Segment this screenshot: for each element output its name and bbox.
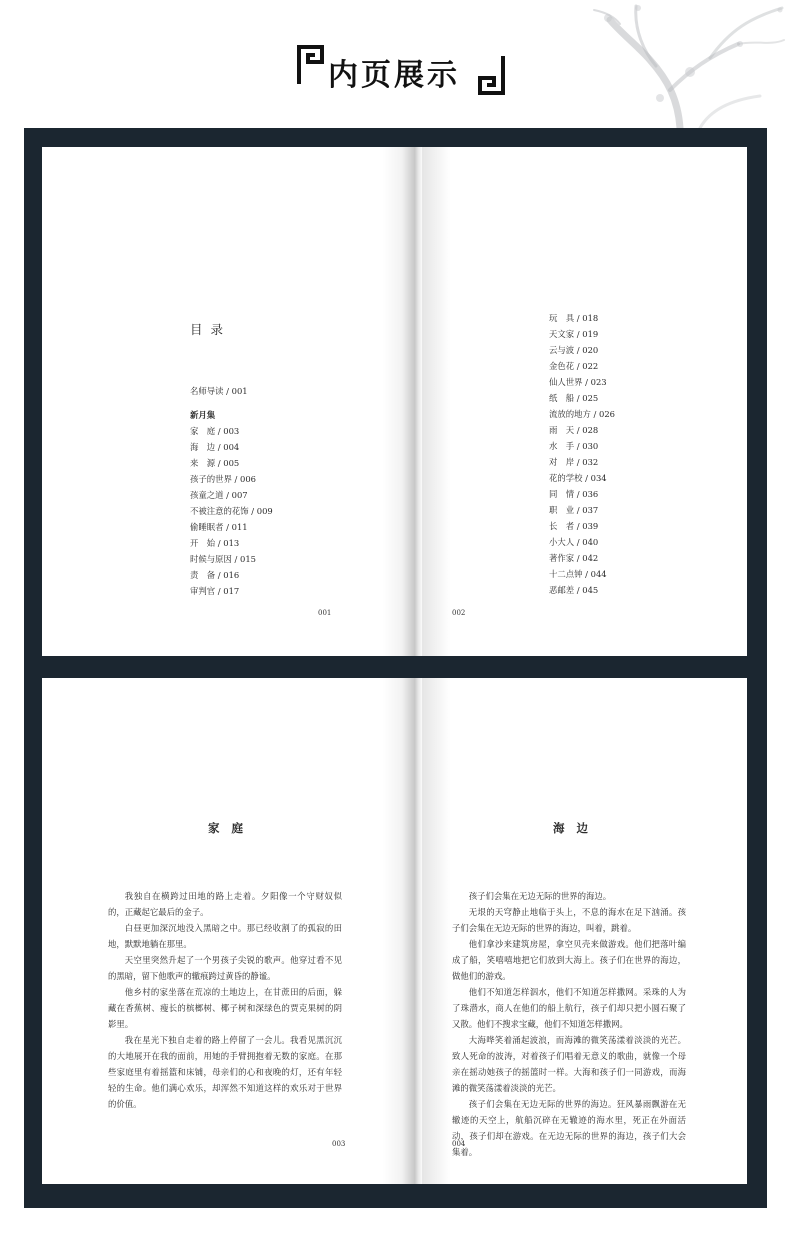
- toc-spread: [42, 147, 747, 656]
- poem-paragraph: 孩子们会集在无边无际的世界的海边。: [468, 891, 612, 901]
- toc-item: 云与波 / 020: [549, 345, 599, 355]
- poem-paragraph: 大海哗笑着涌起波浪，而海滩的微笑荡漾着淡淡的光芒。致人死命的波涛，对着孩子们唱着无意义的歌曲，就像一个母亲在摇动她孩子的摇篮时一样。大海和孩子们一同游戏，而海滩的微笑荡漾着淡淡的光芒。: [452, 1035, 686, 1093]
- toc-right-list: [549, 310, 615, 598]
- toc-item: 流放的地方 / 026: [549, 409, 616, 419]
- page-header: [0, 0, 790, 128]
- poem-paragraph: 我在星光下独自走着的路上停留了一会儿。我看见黑沉沉的大地展开在我的面前，用她的手臂拥抱着无数的家庭。在那些家庭里有着摇篮和床铺，母亲们的心和夜晚的灯，还有年轻轻的生命。他们满心欢乐，却浑然不知道这样的欢乐对于世界的价值。: [108, 1035, 342, 1109]
- toc-item: 孩子的世界 / 006: [190, 474, 257, 484]
- toc-item: 名师导读 / 001: [190, 386, 248, 396]
- poem-paragraph: 孩子们会集在无边无际的世界的海边。狂风暴雨飘游在无辙迹的天空上，航船沉碎在无辙迹的海水里，死正在外面活动，孩子们却在游戏。在无边无际的世界的海边，孩子们大会集着。: [452, 1099, 686, 1157]
- corner-ornament-left: [296, 44, 326, 84]
- poem-title: 家 庭: [208, 821, 248, 835]
- poem-paragraph: 我独自在横跨过田地的路上走着。夕阳像一个守财奴似的，正藏起它最后的金子。: [108, 891, 342, 917]
- toc-item: 职 业 / 037: [549, 505, 599, 515]
- poem-body: [452, 888, 686, 1160]
- toc-item: 仙人世界 / 023: [549, 377, 607, 387]
- poem-body: [108, 888, 342, 1112]
- corner-ornament-right: [476, 56, 506, 96]
- toc-heading: 目 录: [190, 322, 225, 337]
- poem-paragraph: 白昼更加深沉地没入黑暗之中。那已经收割了的孤寂的田地，默默地躺在那里。: [108, 923, 342, 949]
- toc-item: 家 庭 / 003: [190, 426, 240, 436]
- toc-item: 十二点钟 / 044: [549, 569, 607, 579]
- toc-item: 长 者 / 039: [549, 521, 599, 531]
- book-gutter-shadow: [382, 147, 422, 656]
- toc-item: 恶邮差 / 045: [549, 585, 599, 595]
- ink-branch-decoration: [560, 0, 790, 128]
- toc-item: 玩 具 / 018: [549, 313, 599, 323]
- poem-title: 海 边: [553, 821, 593, 835]
- toc-item: 时候与原因 / 015: [190, 554, 257, 564]
- poem-paragraph: 他们不知道怎样泅水，他们不知道怎样撒网。采珠的人为了珠潜水，商人在他们的船上航行，孩子们却只把小圆石聚了又散。他们不搜求宝藏，他们不知道怎样撒网。: [452, 987, 686, 1029]
- book-gutter-shadow: [382, 678, 422, 1184]
- toc-section-title: 新月集: [190, 410, 216, 420]
- poem-paragraph: 他乡村的家坐落在荒凉的土地边上，在甘蔗田的后面，躲藏在香蕉树、瘦长的槟榔树、椰子树和深绿色的贾克果树的阴影里。: [108, 987, 342, 1029]
- toc-item: 对 岸 / 032: [549, 457, 599, 467]
- toc-item: 天文家 / 019: [549, 329, 599, 339]
- toc-item: 海 边 / 004: [190, 442, 240, 452]
- toc-item: 金色花 / 022: [549, 361, 599, 371]
- toc-item: 审判官 / 017: [190, 586, 240, 596]
- toc-item: 花的学校 / 034: [549, 473, 607, 483]
- toc-item: 责 备 / 016: [190, 570, 240, 580]
- page-number: 002: [452, 609, 466, 617]
- page-number: 001: [318, 609, 332, 617]
- toc-item: 不被注意的花饰 / 009: [190, 506, 273, 516]
- page-number: 004: [452, 1140, 466, 1148]
- poem-paragraph: 他们拿沙来建筑房屋，拿空贝壳来做游戏。他们把落叶编成了船，笑嘻嘻地把它们放到大海上。孩子们在世界的海边，做他们的游戏。: [452, 939, 686, 981]
- section-title-text: 内页展示: [328, 58, 460, 93]
- toc-item: 著作家 / 042: [549, 553, 599, 563]
- page-number: 003: [332, 1140, 346, 1148]
- toc-left-list: [190, 383, 273, 599]
- toc-item: 水 手 / 030: [549, 441, 599, 451]
- toc-item: 孩童之道 / 007: [190, 490, 248, 500]
- poem-paragraph: 无垠的天穹静止地临于头上，不息的海水在足下汹涌。孩子们会集在无边无际的世界的海边，叫着，跳着。: [452, 907, 686, 933]
- toc-item: 小大人 / 040: [549, 537, 599, 547]
- poem-spread: [42, 678, 747, 1184]
- toc-item: 来 源 / 005: [190, 458, 240, 468]
- toc-item: 同 情 / 036: [549, 489, 599, 499]
- toc-item: 开 始 / 013: [190, 538, 240, 548]
- toc-item: 纸 船 / 025: [549, 393, 599, 403]
- toc-item: 雨 天 / 028: [549, 425, 599, 435]
- poem-paragraph: 天空里突然升起了一个男孩子尖锐的歌声。他穿过看不见的黑暗，留下他歌声的辙痕跨过黄昏的静谧。: [108, 955, 342, 981]
- toc-item: 偷睡眠者 / 011: [190, 522, 248, 532]
- section-title: [296, 44, 506, 96]
